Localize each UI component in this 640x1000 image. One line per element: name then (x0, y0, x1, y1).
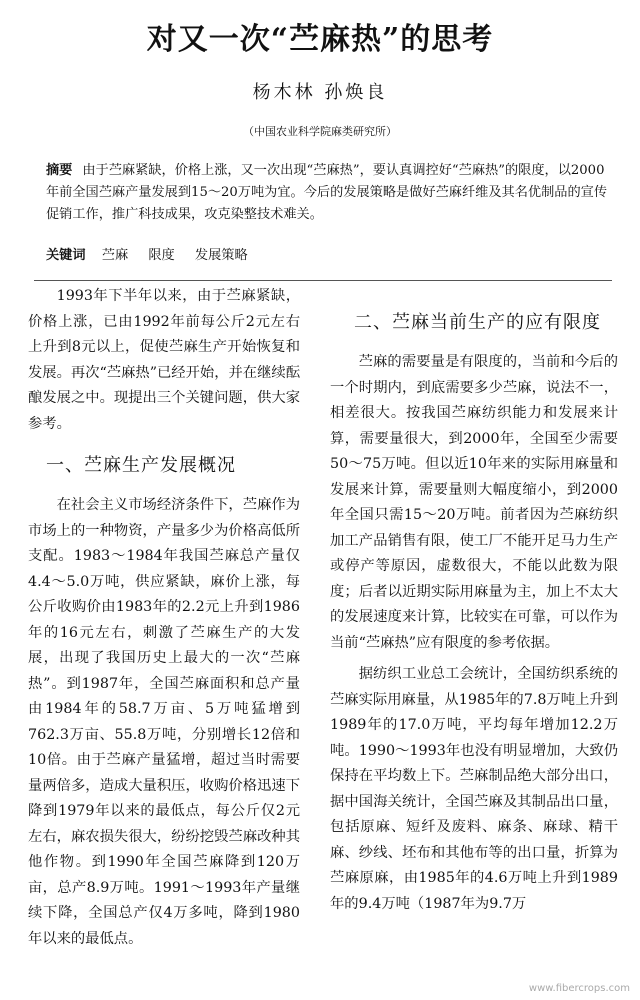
author-affiliation: （中国农业科学院麻类研究所） (243, 125, 397, 138)
keyword-item: 限度 (148, 248, 175, 263)
abstract-block (46, 160, 616, 226)
article-authors: 杨木林 孙焕良 (252, 82, 388, 103)
right-column (330, 300, 618, 917)
keyword-item: 发展策略 (194, 248, 248, 263)
abstract-divider (34, 280, 612, 281)
section-2-paragraph-1: 苎麻的需要量是有限度的，当前和今后的一个时期内，到底需要多少苎麻，说法不一，相差很大。按我国苎麻纺织能力和发展来计算，需要量很大，到2000年，全国至少需要50～75万吨。但以近10年来的实际用麻量和发展来计算，需要量则大幅度缩小，到2000年全国只需15～20万吨。前者因为苎麻纺织加工产品销售有限，使工厂不能开足马力生产或停产等原因，虚数很大，不能以此数为限度；后者以近期实际用麻量为主，加上不太大的发展速度来计算，比较实在可靠，可以作为当前“苎麻热”应有限度的参考依据。 (330, 354, 618, 651)
intro-paragraph: 1993年下半年以来，由于苎麻紧缺，价格上涨，已由1992年前每公斤2元左右上升到8元以上，促使苎麻生产开始恢复和发展。再次“苎麻热”已经开始，并在继续酝酿发展之中。现提出三个关键问题，供大家参考。 (28, 288, 300, 432)
left-column (28, 284, 300, 952)
abstract-label: 摘要 (46, 163, 73, 178)
keywords-block (46, 245, 616, 267)
site-watermark: www.fibercrops.com (528, 983, 630, 994)
article-title: 对又一次“苎麻热”的思考 (146, 22, 494, 57)
keyword-item: 苎麻 (101, 248, 129, 263)
section-2-paragraph-2: 据纺织工业总工会统计，全国纺织系统的苎麻实际用麻量，从1985年的7.8万吨上升到1989年的17.0万吨，平均每年增加12.2万吨。1990～1993年也没有明显增加，大致仍保持在平均数上下。苎麻制品绝大部分出口，据中国海关统计，全国苎麻及其制品出口量，包括原麻、短纤及废料、麻条、麻球、精干麻、纱线、坯布和其他布等的出口量，折算为苎麻原麻，由1985年的4.6万吨上升到1989年的9.4万吨（1987年为9.7万 (330, 666, 618, 912)
abstract-text: 由于苎麻紧缺，价格上涨，又一次出现“苎麻热”，要认真调控好“苎麻热”的限度，以2000年前全国苎麻产量发展到15～20万吨为宜。今后的发展策略是做好苎麻纤维及其名优制品的宣传促销工作，推广科技成果，攻克染整技术难关。 (46, 163, 608, 222)
section-1-paragraph: 在社会主义市场经济条件下，苎麻作为市场上的一种物资，产量多少为价格高低所支配。1983～1984年我国苎麻总产量仅4.4～5.0万吨，供应紧缺，麻价上涨，每公斤收购价由1983年的2.2元上升到1986年的16元左右，刺激了苎麻生产的大发展，出现了我国历史上最大的一次“苎麻热”。到1987年，全国苎麻面积和总产量由1984年的58.7万亩、5万吨猛增到762.3万亩、55.8万吨，分别增长12倍和10倍。由于苎麻产量猛增，超过当时需要量两倍多，造成大量积压，收购价格迅速下降到1979年以来的最低点，每公斤仅2元左右，麻农损失很大，纷纷挖毁苎麻改种其他作物。到1990年全国苎麻降到120万亩，总产8.9万吨。1991～1993年产量继续下降，全国总产仅4万多吨，降到1980年以来的最低点。 (28, 497, 300, 947)
section-2-heading: 二、苎麻当前生产的应有限度 (354, 312, 601, 333)
section-1-heading: 一、苎麻生产发展概况 (46, 455, 236, 476)
keywords-label: 关键词 (46, 248, 86, 263)
